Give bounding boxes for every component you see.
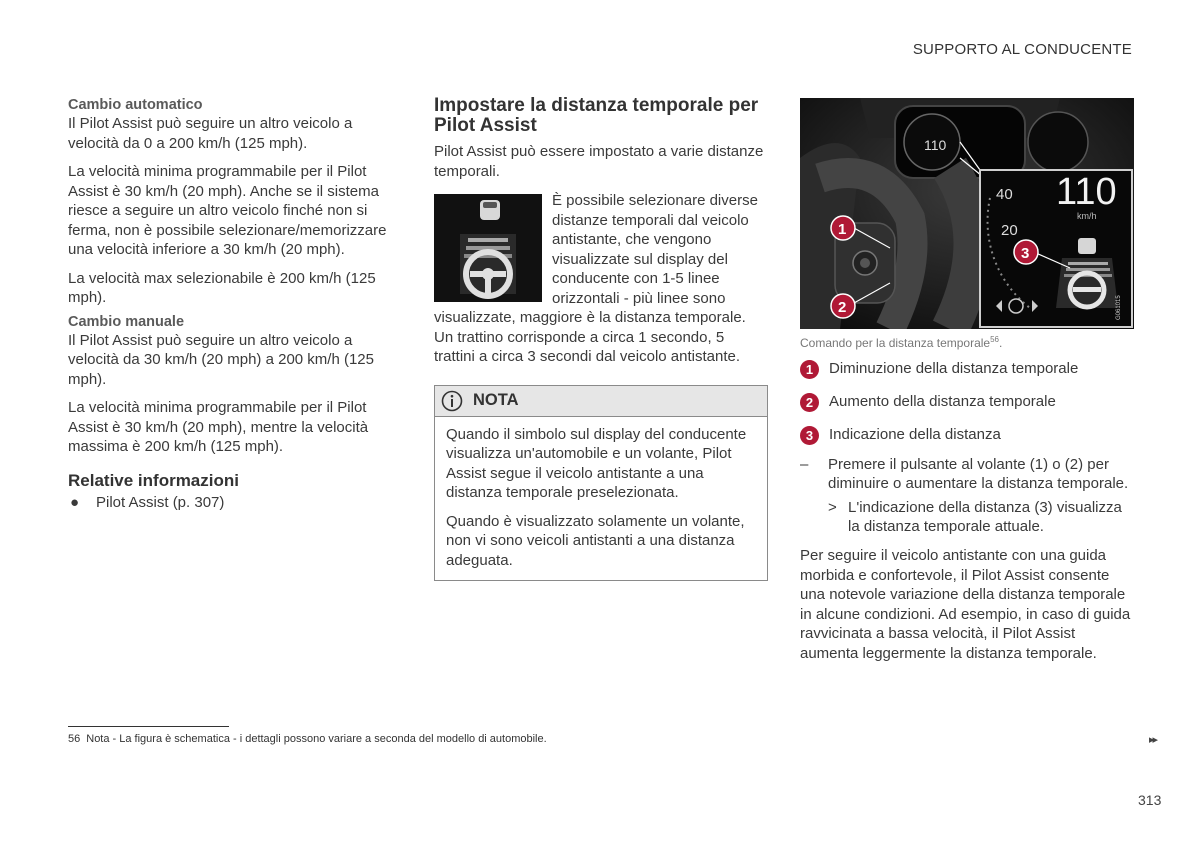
auto-heading: Cambio automatico [68,97,203,113]
steering-car-icon [434,194,542,302]
car-icon [1078,238,1096,254]
auto-paragraph-2: La velocità minima programmabile per il Pilot Assist è 30 km/h (20 mph). Anche se il sistema riesce a seguire un altro veicolo finché non si ferma, non è possibile selezionare/memorizzare una velocità inferiore a 30 km/h (20 mph). [68,163,387,258]
legend-text: Aumento della distanza temporale [829,393,1056,410]
svg-text:3: 3 [1021,245,1030,262]
intro-paragraph: Pilot Assist può essere impostato a varie distanze temporali. [434,143,764,180]
column-right [800,98,1134,663]
column-middle [434,96,768,581]
note-paragraph-1: Quando il simbolo sul display del conducente visualizza un'automobile e un volante, Pilot Assist segue il veicolo antistante a una distanza temporale preselezionata. [446,425,747,501]
step-result [800,498,1134,536]
tick-label-40: 40 [996,186,1013,203]
manual-paragraph-2: La velocità minima programmabile per il Pilot Assist è 30 km/h (20 mph), mentre la velocità massima è 200 km/h (125 mph). [68,399,369,455]
svg-text:1: 1 [838,221,847,238]
section-header: SUPPORTO AL CONDUCENTE [912,41,1132,58]
footnote-number: 56 [68,733,81,745]
page-number: 313 [1138,792,1162,808]
display-zoom-inset [980,170,1132,327]
legend-item [800,359,1134,379]
steering-wheel-illustration [800,98,1134,329]
legend-badge: 2 [800,393,819,412]
step-marker: – [800,456,809,473]
info-icon [441,390,463,412]
note-header [435,386,767,417]
note-title: NOTA [473,391,519,409]
step-text: Premere il pulsante al volante (1) o (2) per diminuire o aumentare la distanza temporale. [828,456,1129,492]
related-link[interactable] [68,493,398,512]
section-title: Impostare la distanza temporale per Pilot Assist [434,95,759,136]
footnote-ref[interactable]: 56 [990,335,1000,344]
svg-text:2: 2 [838,299,847,316]
legend-item [800,392,1134,412]
body-paragraph: È possibile selezionare diverse distanze temporali dal veicolo antistante, che vengono visualizzate sul display del conducente con 1-5 linee orizzontali - più linee sono visualizzate, maggiore è la distanza temporale. Un trattino corrisponde a circa 1 secondo, 5 trattini a circa 3 secondi dal veicolo antistante. [434,192,758,365]
body-with-thumbnail [434,191,768,367]
callout-1 [831,216,855,240]
legend-text: Diminuzione della distanza temporale [829,360,1079,377]
callout-2 [831,294,855,318]
note-box [434,385,768,582]
figure-caption: Comando per la distanza temporale$^{56}$. [800,335,1003,350]
legend-text: Indicazione della distanza [829,426,1001,443]
footnote-divider [68,726,229,727]
instrument-cluster [895,106,1088,178]
manual-paragraph-1: Il Pilot Assist può seguire un altro veicolo a velocità da 30 km/h (20 mph) a 200 km/h (125 mph). [68,331,374,388]
legend-badge: 1 [800,360,819,379]
instruction-step [800,455,1134,493]
note-paragraph-2: Quando è visualizzato solamente un volante, non vi sono veicoli antistanti a una distanza adeguata. [446,512,745,569]
callout-3 [1014,240,1038,264]
bullet-icon: ● [70,493,80,511]
result-text: L'indicazione della distanza (3) visualizza la distanza temporale attuale. [848,499,1122,535]
tick-label-20: 20 [1001,222,1018,239]
speed-readout-small: 110 [924,137,947,153]
steering-wheel-figure [800,98,1134,329]
auto-paragraph-1: Il Pilot Assist può seguire un altro veicolo a velocità da 0 a 200 km/h (125 mph). [68,115,353,152]
speed-readout: 110 [1056,171,1117,213]
legend-item [800,425,1134,445]
closing-paragraph: Per seguire il veicolo antistante con una guida morbida e confortevole, il Pilot Assist consente una notevole variazione della distanza temporale in alcune condizioni. Ad esempio, in caso di guida ravvicinata a bassa velocità, il Pilot Assist aumenta leggermente la distanza temporale. [800,547,1131,662]
note-body [435,417,767,581]
speed-unit: km/h [1077,211,1097,221]
column-left [68,97,398,512]
continue-arrows-icon: ▸▸ [1149,734,1157,746]
legend-badge: 3 [800,426,819,445]
footnote [68,733,547,745]
figure-caption-text: Comando per la distanza temporale [800,336,991,350]
related-heading: Relative informazioni [68,470,239,490]
result-marker: > [828,499,837,516]
figure-code: G061015 [1116,295,1122,320]
manual-heading: Cambio manuale [68,313,185,330]
related-link-label: Pilot Assist (p. 307) [96,493,225,511]
distance-display-thumbnail [434,194,542,302]
footnote-text: Nota - La figura è schematica - i dettagli possono variare a seconda del modello di automobile. [86,733,547,745]
auto-paragraph-3: La velocità max selezionabile è 200 km/h (125 mph). [68,269,376,306]
